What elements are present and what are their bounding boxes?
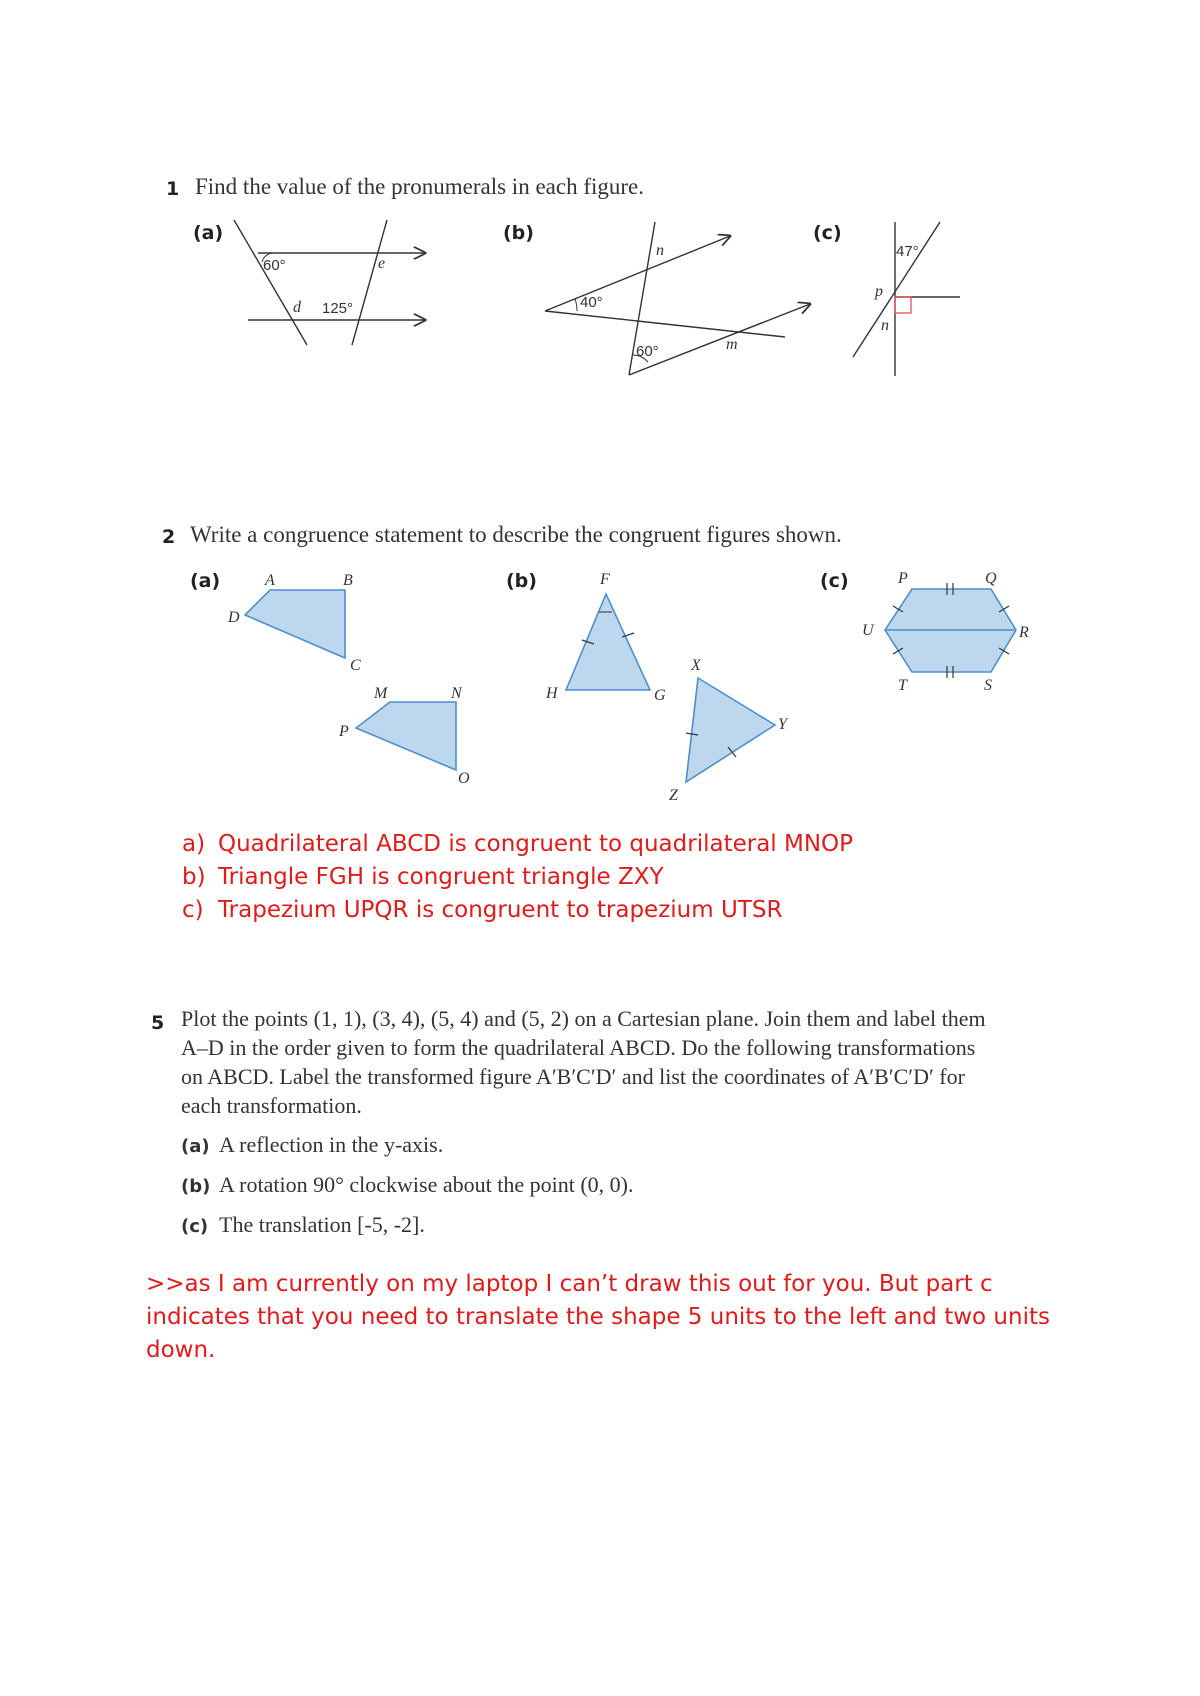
- q1a-pronumeral-e: e: [378, 255, 386, 272]
- q2-answer-list: [182, 828, 853, 927]
- q2c-label-T: T: [898, 677, 907, 694]
- answer-text: Triangle FGH is congruent triangle ZXY: [218, 864, 664, 890]
- q1a-angle-bottom: 125°: [322, 300, 354, 317]
- q2b-label-Z: Z: [669, 787, 678, 804]
- q2-part-c-label: (c): [820, 570, 849, 592]
- q5-sub-b-text: A rotation 90° clockwise about the point (0, 0).: [219, 1172, 634, 1197]
- q2c-label-P: P: [898, 570, 908, 587]
- q2c-label-U: U: [862, 622, 874, 639]
- q5-sub-c: [181, 1212, 425, 1238]
- q1-text: Find the value of the pronumerals in each figure.: [195, 174, 644, 199]
- q5-line-1: Plot the points (1, 1), (3, 4), (5, 4) and (5, 2) on a Cartesian plane. Join them and label them: [181, 1006, 986, 1031]
- q2a-quad-abcd: [245, 590, 345, 658]
- q1b-angle-bottom: 60°: [636, 343, 659, 360]
- q5-line-3: on ABCD. Label the transformed figure A′B′C′D′ and list the coordinates of A′B′C′D′ for: [181, 1064, 965, 1089]
- answer-label: a): [182, 831, 206, 857]
- q1c-angle-top: 47°: [896, 243, 919, 260]
- q5-line-4: each transformation.: [181, 1093, 362, 1118]
- q2-part-b-label: (b): [506, 570, 537, 592]
- q2a-label-D: D: [228, 609, 240, 626]
- q2-text: Write a congruence statement to describe the congruent figures shown.: [190, 522, 842, 547]
- q5-sub-c-label: (c): [181, 1216, 209, 1237]
- q2b-label-G: G: [654, 687, 666, 704]
- q5-sub-c-text: The translation [-5, -2].: [219, 1212, 425, 1237]
- q2b-triangle-xyz: [686, 678, 775, 782]
- q2a-label-P: P: [339, 723, 349, 740]
- q1-part-c-label: (c): [813, 222, 842, 244]
- q5-text: [181, 1004, 1061, 1120]
- q2-part-a-label: (a): [190, 570, 221, 592]
- q2a-label-M: M: [374, 685, 388, 702]
- q2a-quad-mnop: [356, 702, 456, 770]
- q5-sub-a-text: A reflection in the y-axis.: [219, 1132, 444, 1157]
- q1-number: 1: [166, 178, 180, 200]
- q5-sub-a-label: (a): [181, 1136, 210, 1157]
- q1b-pronumeral-m: m: [726, 336, 738, 353]
- answer-text: Trapezium UPQR is congruent to trapezium UTSR: [218, 897, 783, 923]
- q2-number: 2: [162, 526, 176, 548]
- q2b-triangle-fgh: [566, 594, 650, 690]
- q2c-label-R: R: [1019, 624, 1029, 641]
- q2a-label-A: A: [265, 572, 275, 589]
- answer-label: b): [182, 864, 206, 890]
- q2a-label-O: O: [458, 770, 470, 787]
- q1c-pronumeral-n: n: [881, 317, 889, 334]
- q5-sub-b-label: (b): [181, 1176, 211, 1197]
- q2-answer-b: [182, 861, 853, 894]
- q1-part-a-label: (a): [193, 222, 224, 244]
- q1c-pronumeral-p: p: [875, 283, 883, 300]
- q2-answer-c: [182, 894, 853, 927]
- q1b-pronumeral-n: n: [656, 242, 664, 259]
- q2b-label-H: H: [546, 685, 558, 702]
- q2a-label-N: N: [451, 685, 462, 702]
- q1b-angle-left: 40°: [580, 294, 603, 311]
- answer-label: c): [182, 897, 204, 923]
- q1a-angle-top: 60°: [263, 257, 286, 274]
- q2b-label-X: X: [691, 657, 701, 674]
- q2a-label-B: B: [343, 572, 353, 589]
- q2b-label-Y: Y: [778, 716, 787, 733]
- q5-answer-note: >>as I am currently on my laptop I can’t draw this out for you. But part c indicates that you need to translate the shape 5 units to the left and two units down.: [146, 1271, 1050, 1363]
- q1a-pronumeral-d: d: [293, 299, 301, 316]
- q1-part-b-label: (b): [503, 222, 534, 244]
- q2a-label-C: C: [350, 657, 361, 674]
- q2-answer-a: [182, 828, 853, 861]
- q2c-label-Q: Q: [985, 570, 997, 587]
- q5-sub-b: [181, 1172, 634, 1198]
- q5-line-2: A–D in the order given to form the quadrilateral ABCD. Do the following transformations: [181, 1035, 976, 1060]
- q2b-label-F: F: [600, 571, 610, 588]
- q5-sub-a: [181, 1132, 443, 1158]
- q5-number: 5: [151, 1012, 165, 1034]
- answer-text: Quadrilateral ABCD is congruent to quadrilateral MNOP: [218, 831, 854, 857]
- q2c-label-S: S: [984, 677, 992, 694]
